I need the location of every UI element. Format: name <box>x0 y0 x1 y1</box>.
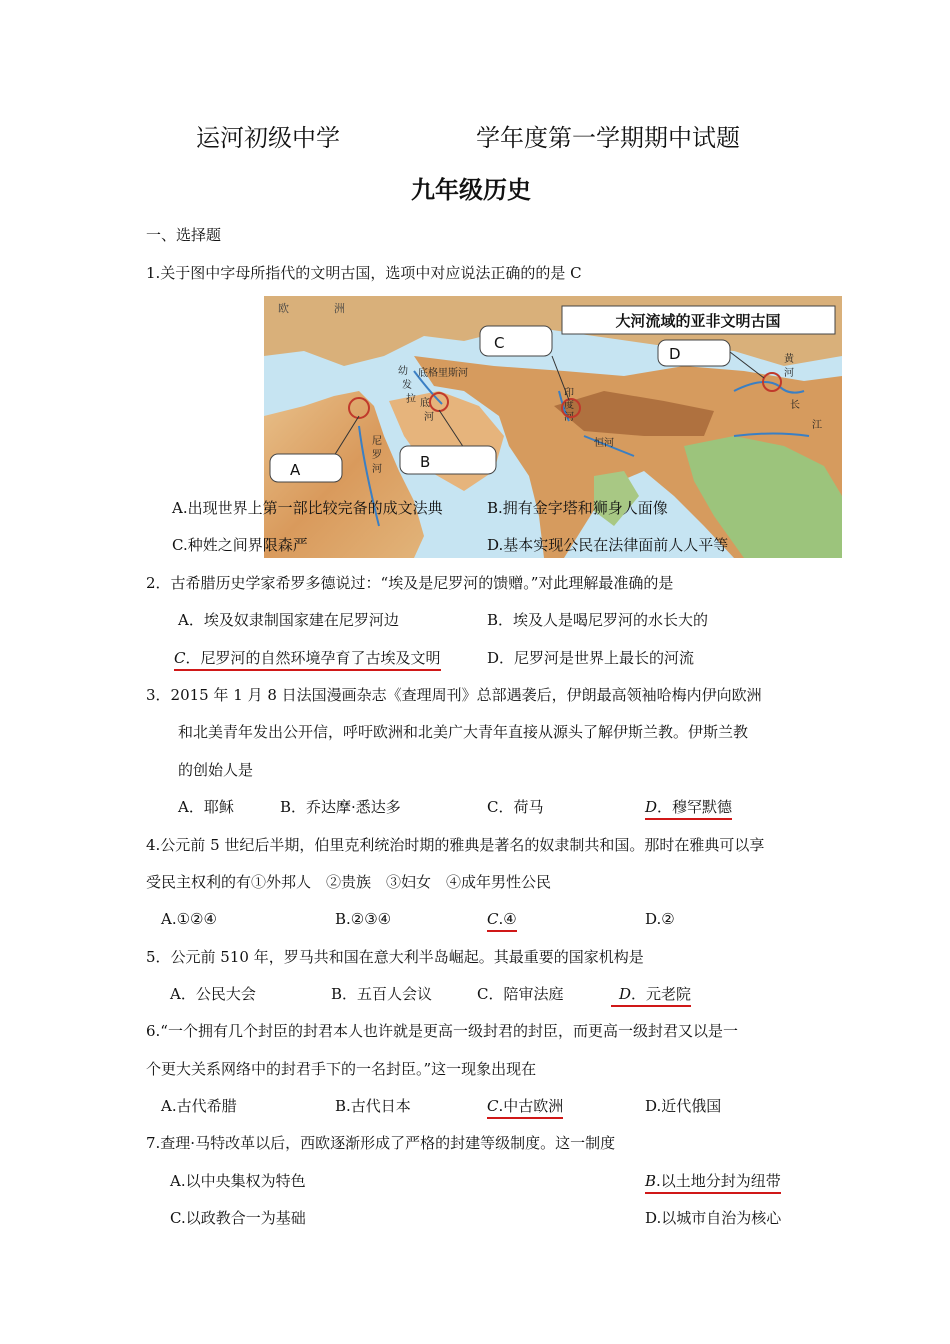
nile-label-char: 尼 <box>372 436 382 447</box>
yellow-label-char: 河 <box>784 368 794 379</box>
question-4-option-d: D.② <box>645 910 675 928</box>
answer-letter: D <box>645 798 658 816</box>
question-4-stem-line1: 4.公元前 5 世纪后半期，伯里克利统治时期的雅典是著名的奴隶制共和国。那时在雅典可以享 <box>146 836 765 854</box>
question-6-option-b: B.古代日本 <box>335 1097 411 1115</box>
nile-label-char: 罗 <box>372 450 382 461</box>
callout-box-b <box>400 446 496 474</box>
school-name: 运河初级中学 <box>196 124 340 152</box>
tigris-label: 底格里斯河 <box>418 368 468 379</box>
question-4-option-b: B.②③④ <box>335 910 392 928</box>
indus-label-char: 度 <box>564 400 574 411</box>
question-1-option-a: A.出现世界上第一部比较完备的成文法典 <box>172 499 443 517</box>
tigris-label-char: 底 <box>420 398 430 409</box>
answer-letter: C <box>487 910 499 928</box>
question-5-answer-d <box>611 984 691 1007</box>
question-1-option-d: D.基本实现公民在法律面前人人平等 <box>487 536 729 554</box>
indus-label-char: 印 <box>564 388 574 399</box>
question-1-option-c: C.种姓之间界限森严 <box>172 536 308 554</box>
question-3-stem-line1: 3．2015 年 1 月 8 日法国漫画杂志《查理周刊》总部遇袭后，伊朗最高领袖哈梅内伊向欧洲 <box>146 686 762 704</box>
question-4-answer-c <box>487 909 517 932</box>
answer-text: .④ <box>498 910 517 928</box>
answer-text: .中古欧洲 <box>498 1097 564 1115</box>
callout-a-label: A <box>290 461 301 479</box>
section-heading: 一、选择题 <box>146 226 222 244</box>
river-civilizations-map <box>264 296 842 558</box>
question-6-stem-line2: 个更大关系网络中的封君手下的一名封臣。”这一现象出现在 <box>146 1060 537 1078</box>
question-6-answer-c <box>487 1096 563 1119</box>
euphrates-label-char: 幼 <box>398 366 408 377</box>
yangtze-label-char: 长 <box>790 400 800 411</box>
question-3-option-b: B．乔达摩·悉达多 <box>280 798 401 816</box>
question-7-option-a: A.以中央集权为特色 <box>170 1172 306 1190</box>
question-5-option-c: C．陪审法庭 <box>477 985 564 1003</box>
question-3-stem-line3: 的创始人是 <box>178 761 254 779</box>
question-5-option-a: A．公民大会 <box>170 985 256 1003</box>
tigris-label-char: 河 <box>424 412 434 423</box>
question-1-stem: 1.关于图中字母所指代的文明古国，选项中对应说法正确的的是 C <box>146 264 582 282</box>
answer-letter: B <box>645 1172 657 1190</box>
answer-text: ．尼罗河的自然环境孕育了古埃及文明 <box>185 649 441 667</box>
question-3-answer-d <box>645 797 732 820</box>
question-2-option-b: B．埃及人是喝尼罗河的水长大的 <box>487 611 709 629</box>
question-1-option-b: B.拥有金字塔和狮身人面像 <box>487 499 668 517</box>
question-7-answer-b <box>645 1171 781 1194</box>
question-3-option-a: A．耶稣 <box>178 798 234 816</box>
euphrates-label-char: 发 <box>402 380 412 391</box>
answer-letter: C <box>174 649 186 667</box>
nile-label-char: 河 <box>372 464 382 475</box>
region-label: 洲 <box>334 302 345 315</box>
answer-letter: D <box>619 985 632 1003</box>
callout-box-a <box>270 454 342 482</box>
yellow-label-char: 黄 <box>784 354 794 365</box>
indus-label-char: 河 <box>564 412 574 423</box>
question-4-option-a: A.①②④ <box>161 910 217 928</box>
question-5-option-b: B．五百人会议 <box>331 985 433 1003</box>
question-6-option-d: D.近代俄国 <box>645 1097 722 1115</box>
callout-b-label: B <box>420 453 431 471</box>
question-4-stem-line2: 受民主权利的有①外邦人 ②贵族 ③妇女 ④成年男性公民 <box>146 873 552 891</box>
question-5-stem: 5．公元前 510 年，罗马共和国在意大利半岛崛起。其最重要的国家机构是 <box>146 948 644 966</box>
callout-box-c <box>480 326 552 356</box>
map-graphic <box>264 296 842 558</box>
ganges-label: 恒河 <box>594 438 614 449</box>
map-caption: 大河流域的亚非文明古国 <box>615 312 781 330</box>
question-3-stem-line2: 和北美青年发出公开信，呼吁欧洲和北美广大青年直接从源头了解伊斯兰教。伊斯兰教 <box>178 723 749 741</box>
question-2-answer-c <box>174 648 441 671</box>
question-7-stem: 7.查理·马特改革以后，西欧逐渐形成了严格的封建等级制度。这一制度 <box>146 1134 616 1152</box>
exam-term: 学年度第一学期期中试题 <box>476 124 740 152</box>
answer-text: .以土地分封为纽带 <box>656 1172 781 1190</box>
question-3-option-c: C．荷马 <box>487 798 544 816</box>
callout-d-label: D <box>669 345 681 363</box>
question-7-option-d: D.以城市自治为核心 <box>645 1209 782 1227</box>
question-6-option-a: A.古代希腊 <box>161 1097 237 1115</box>
callout-c-label: C <box>494 334 505 352</box>
yangtze-label-char: 江 <box>812 420 822 431</box>
question-2-stem: 2．古希腊历史学家希罗多德说过：“埃及是尼罗河的馈赠。”对此理解最准确的是 <box>146 574 674 592</box>
region-label: 欧 <box>278 302 289 315</box>
answer-text: ．穆罕默德 <box>657 798 733 816</box>
answer-letter: C <box>487 1097 499 1115</box>
page-title: 九年级历史 <box>411 175 531 204</box>
question-2-option-d: D．尼罗河是世界上最长的河流 <box>487 649 695 667</box>
euphrates-label-char: 拉 <box>406 394 416 405</box>
question-2-option-a: A．埃及奴隶制国家建在尼罗河边 <box>178 611 399 629</box>
question-7-option-c: C.以政教合一为基础 <box>170 1209 306 1227</box>
answer-text: ．元老院 <box>631 985 692 1003</box>
question-6-stem-line1: 6.“一个拥有几个封臣的封君本人也许就是更高一级封君的封臣，而更高一级封君又以是一 <box>146 1022 738 1040</box>
